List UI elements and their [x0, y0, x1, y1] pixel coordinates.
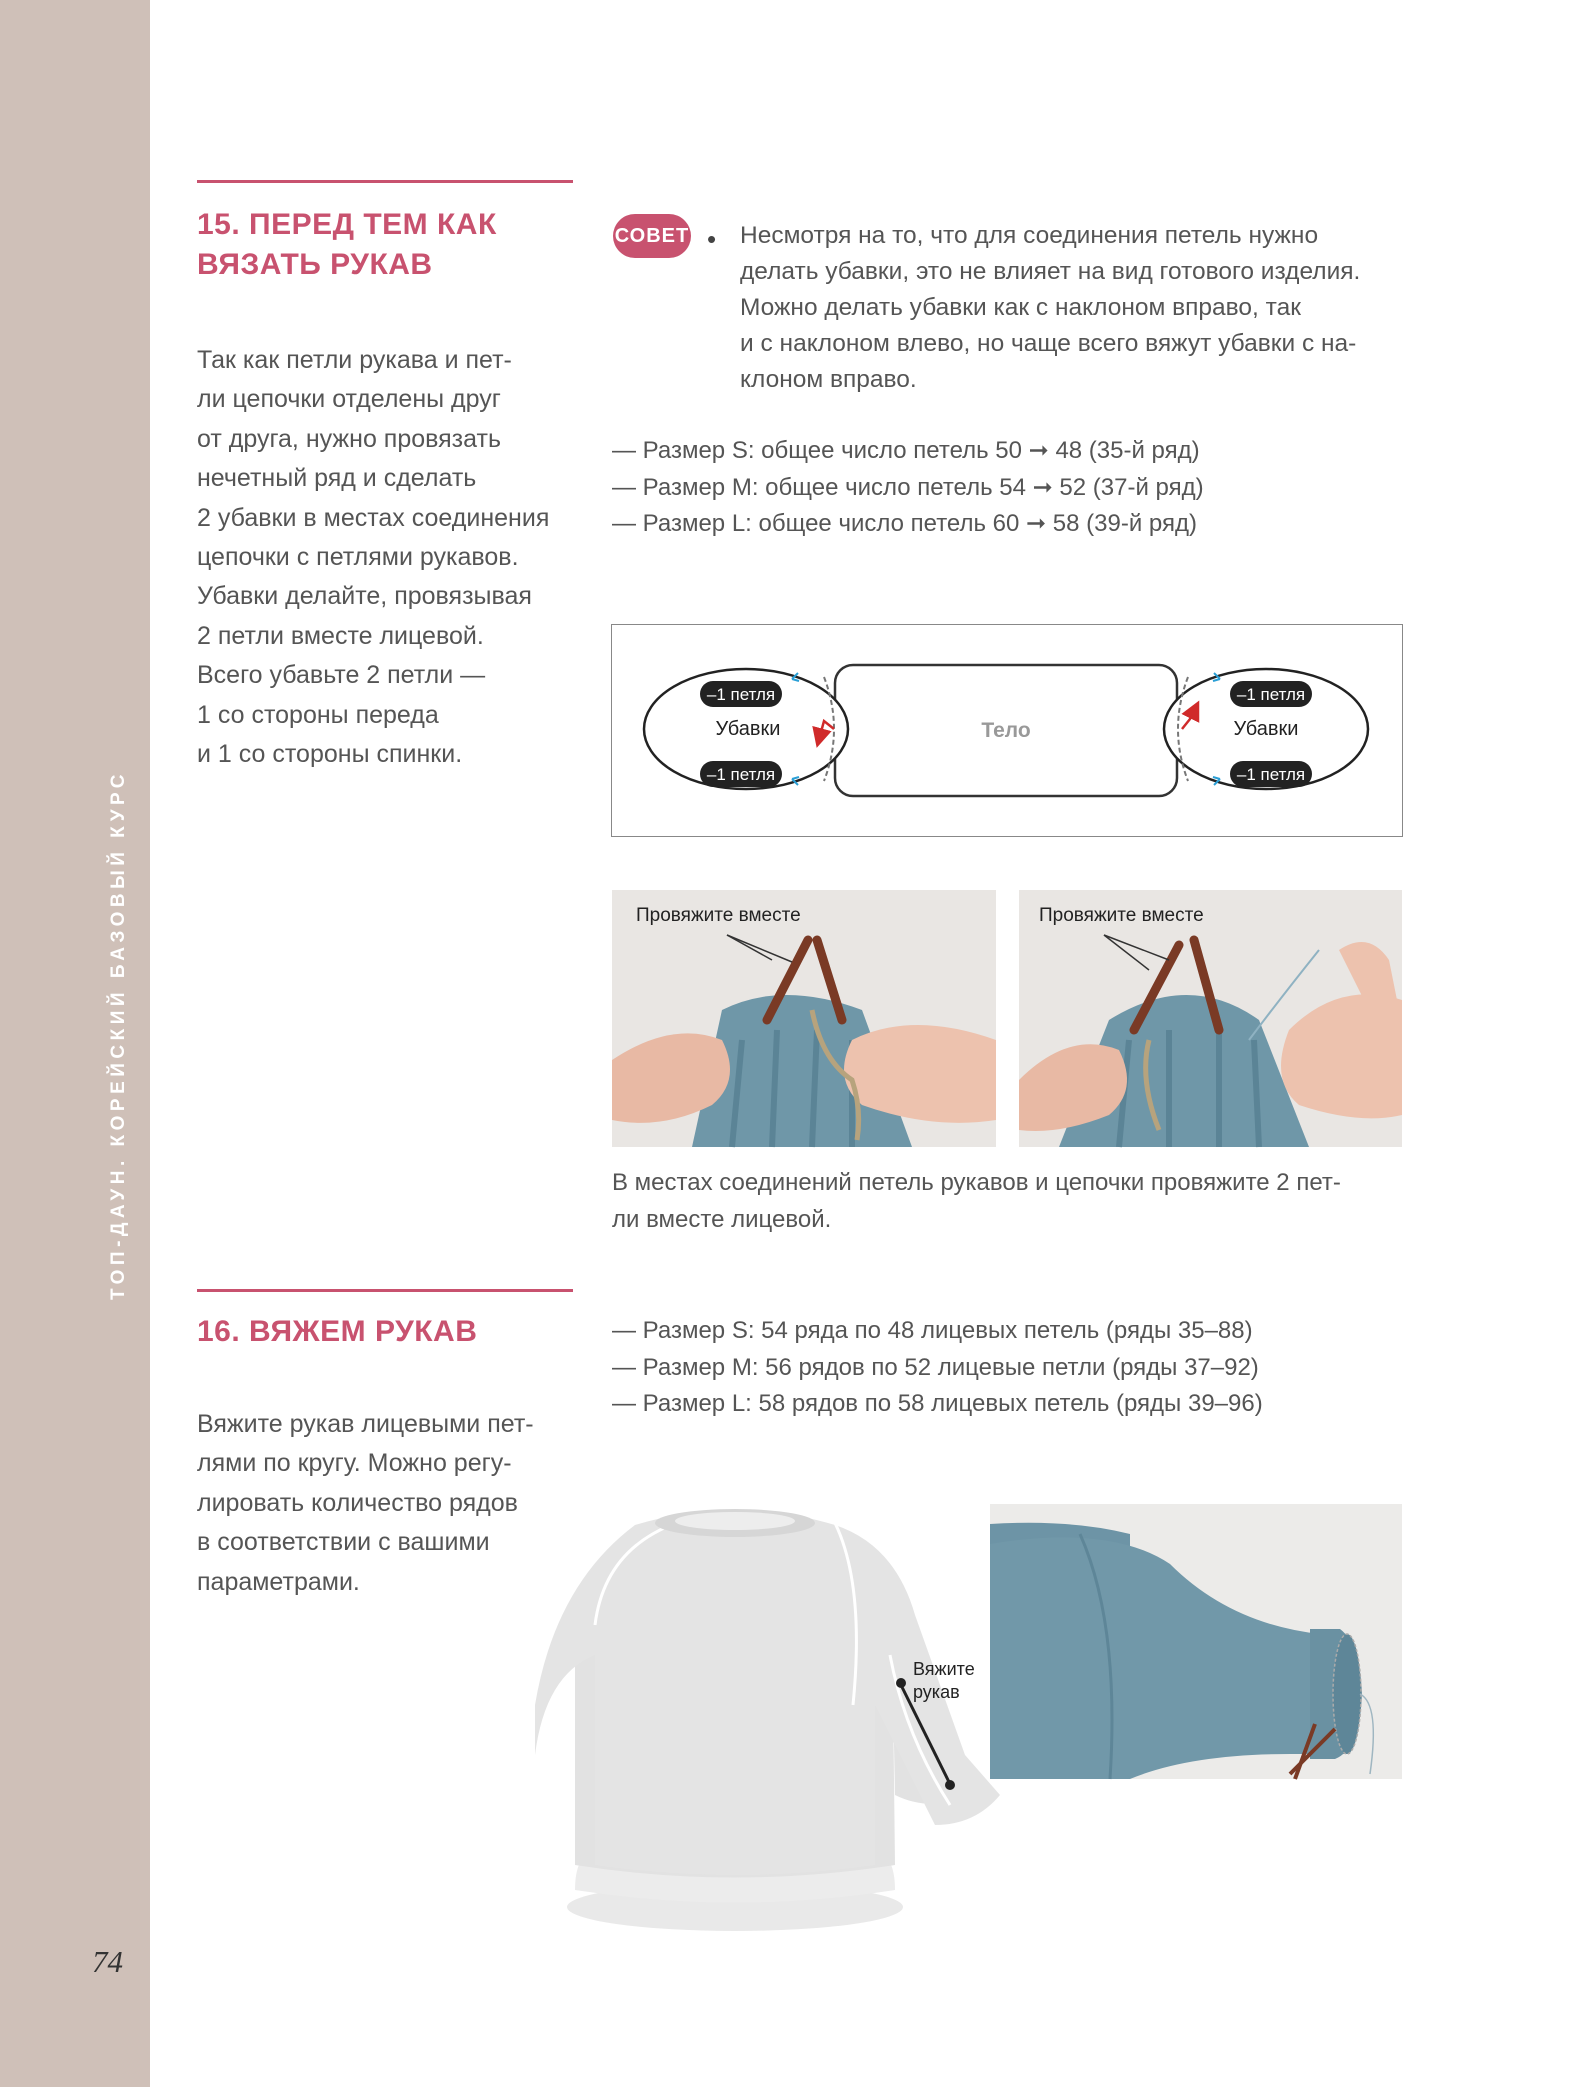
sweater-label: Вяжите — [913, 1659, 975, 1679]
photo-left-svg — [612, 890, 996, 1147]
tip-bullet: • — [707, 224, 717, 254]
sleeve-photo-svg — [990, 1504, 1402, 1779]
body-label: Тело — [981, 719, 1031, 742]
list-item: — Размер S: общее число петель 50 ➞ 48 (35-й ряд) — [612, 437, 1200, 464]
sleeve-photo — [990, 1504, 1402, 1779]
photo-label: Провяжите вместе — [1039, 905, 1204, 926]
size-list-16 — [612, 1313, 1263, 1423]
knitting-photo-right — [1019, 890, 1402, 1147]
photo-caption: В местах соединений петель рукавов и цепочки провяжите 2 пет- ли вместе лицевой. — [612, 1169, 1341, 1233]
diagram-svg — [612, 625, 1402, 836]
page-number: 74 — [92, 1944, 123, 1979]
badge-text: –1 петля — [1236, 685, 1306, 704]
list-item: — Размер M: общее число петель 54 ➞ 52 (37-й ряд) — [612, 473, 1204, 501]
badge-text: –1 петля — [1236, 765, 1306, 784]
badge-text: –1 петля — [706, 765, 776, 784]
knitting-photo-left — [612, 890, 996, 1147]
section-16-body: Вяжите рукав лицевыми пет- лями по кругу. Можно регу- лировать количество рядов в соответствии с вашими параметрами. — [197, 1410, 534, 1596]
decrease-label-right: Убавки — [1233, 718, 1299, 740]
section-15-heading: 15. ПЕРЕД ТЕМ КАК ВЯЗАТЬ РУКАВ — [197, 208, 497, 281]
section-divider — [197, 1289, 573, 1292]
running-title: ТОП-ДАУН. КОРЕЙСКИЙ БАЗОВЫЙ КУРС — [108, 770, 129, 1300]
photo-right-svg — [1019, 890, 1402, 1147]
list-item: — Размер L: общее число петель 60 ➞ 58 (39-й ряд) — [612, 510, 1197, 537]
tip-text: Несмотря на то, что для соединения петель нужно делать убавки, это не влияет на вид готового изделия. Можно делать убавки как с наклоном вправо, так и с наклоном влево, но чаще всего вяжут убавки с на- клоном вправо. — [740, 222, 1361, 393]
decrease-diagram — [611, 624, 1403, 837]
section-16-heading: 16. ВЯЖЕМ РУКАВ — [197, 1315, 478, 1348]
list-item: — Размер M: 56 рядов по 52 лицевые петли (ряды 37–92) — [612, 1353, 1259, 1381]
sweater-svg — [535, 1505, 975, 1935]
photo-label: Провяжите вместе — [636, 905, 801, 926]
decrease-label-left: Убавки — [715, 718, 781, 740]
section-15-body: Так как петли рукава и пет- ли цепочки отделены друг от друга, нужно провязать нечетный ряд и сделать 2 убавки в местах соединения цепочки с петлями рукавов. Убавки делайте, провязывая 2 петли вместе лицевой. Всего убавьте 2 петли — 1 со стороны переда и 1 со стороны спинки. — [197, 346, 550, 769]
sweater-illustration — [535, 1505, 975, 1935]
badge-text: –1 петля — [706, 685, 776, 704]
section-divider — [197, 180, 573, 183]
list-item: — Размер L: 58 рядов по 58 лицевых петель (ряды 39–96) — [612, 1390, 1263, 1417]
tip-badge: СОВЕТ — [613, 214, 691, 258]
sweater-label: рукав — [913, 1682, 960, 1702]
size-list-15 — [612, 433, 1204, 543]
list-item: — Размер S: 54 ряда по 48 лицевых петель (ряды 35–88) — [612, 1317, 1253, 1344]
